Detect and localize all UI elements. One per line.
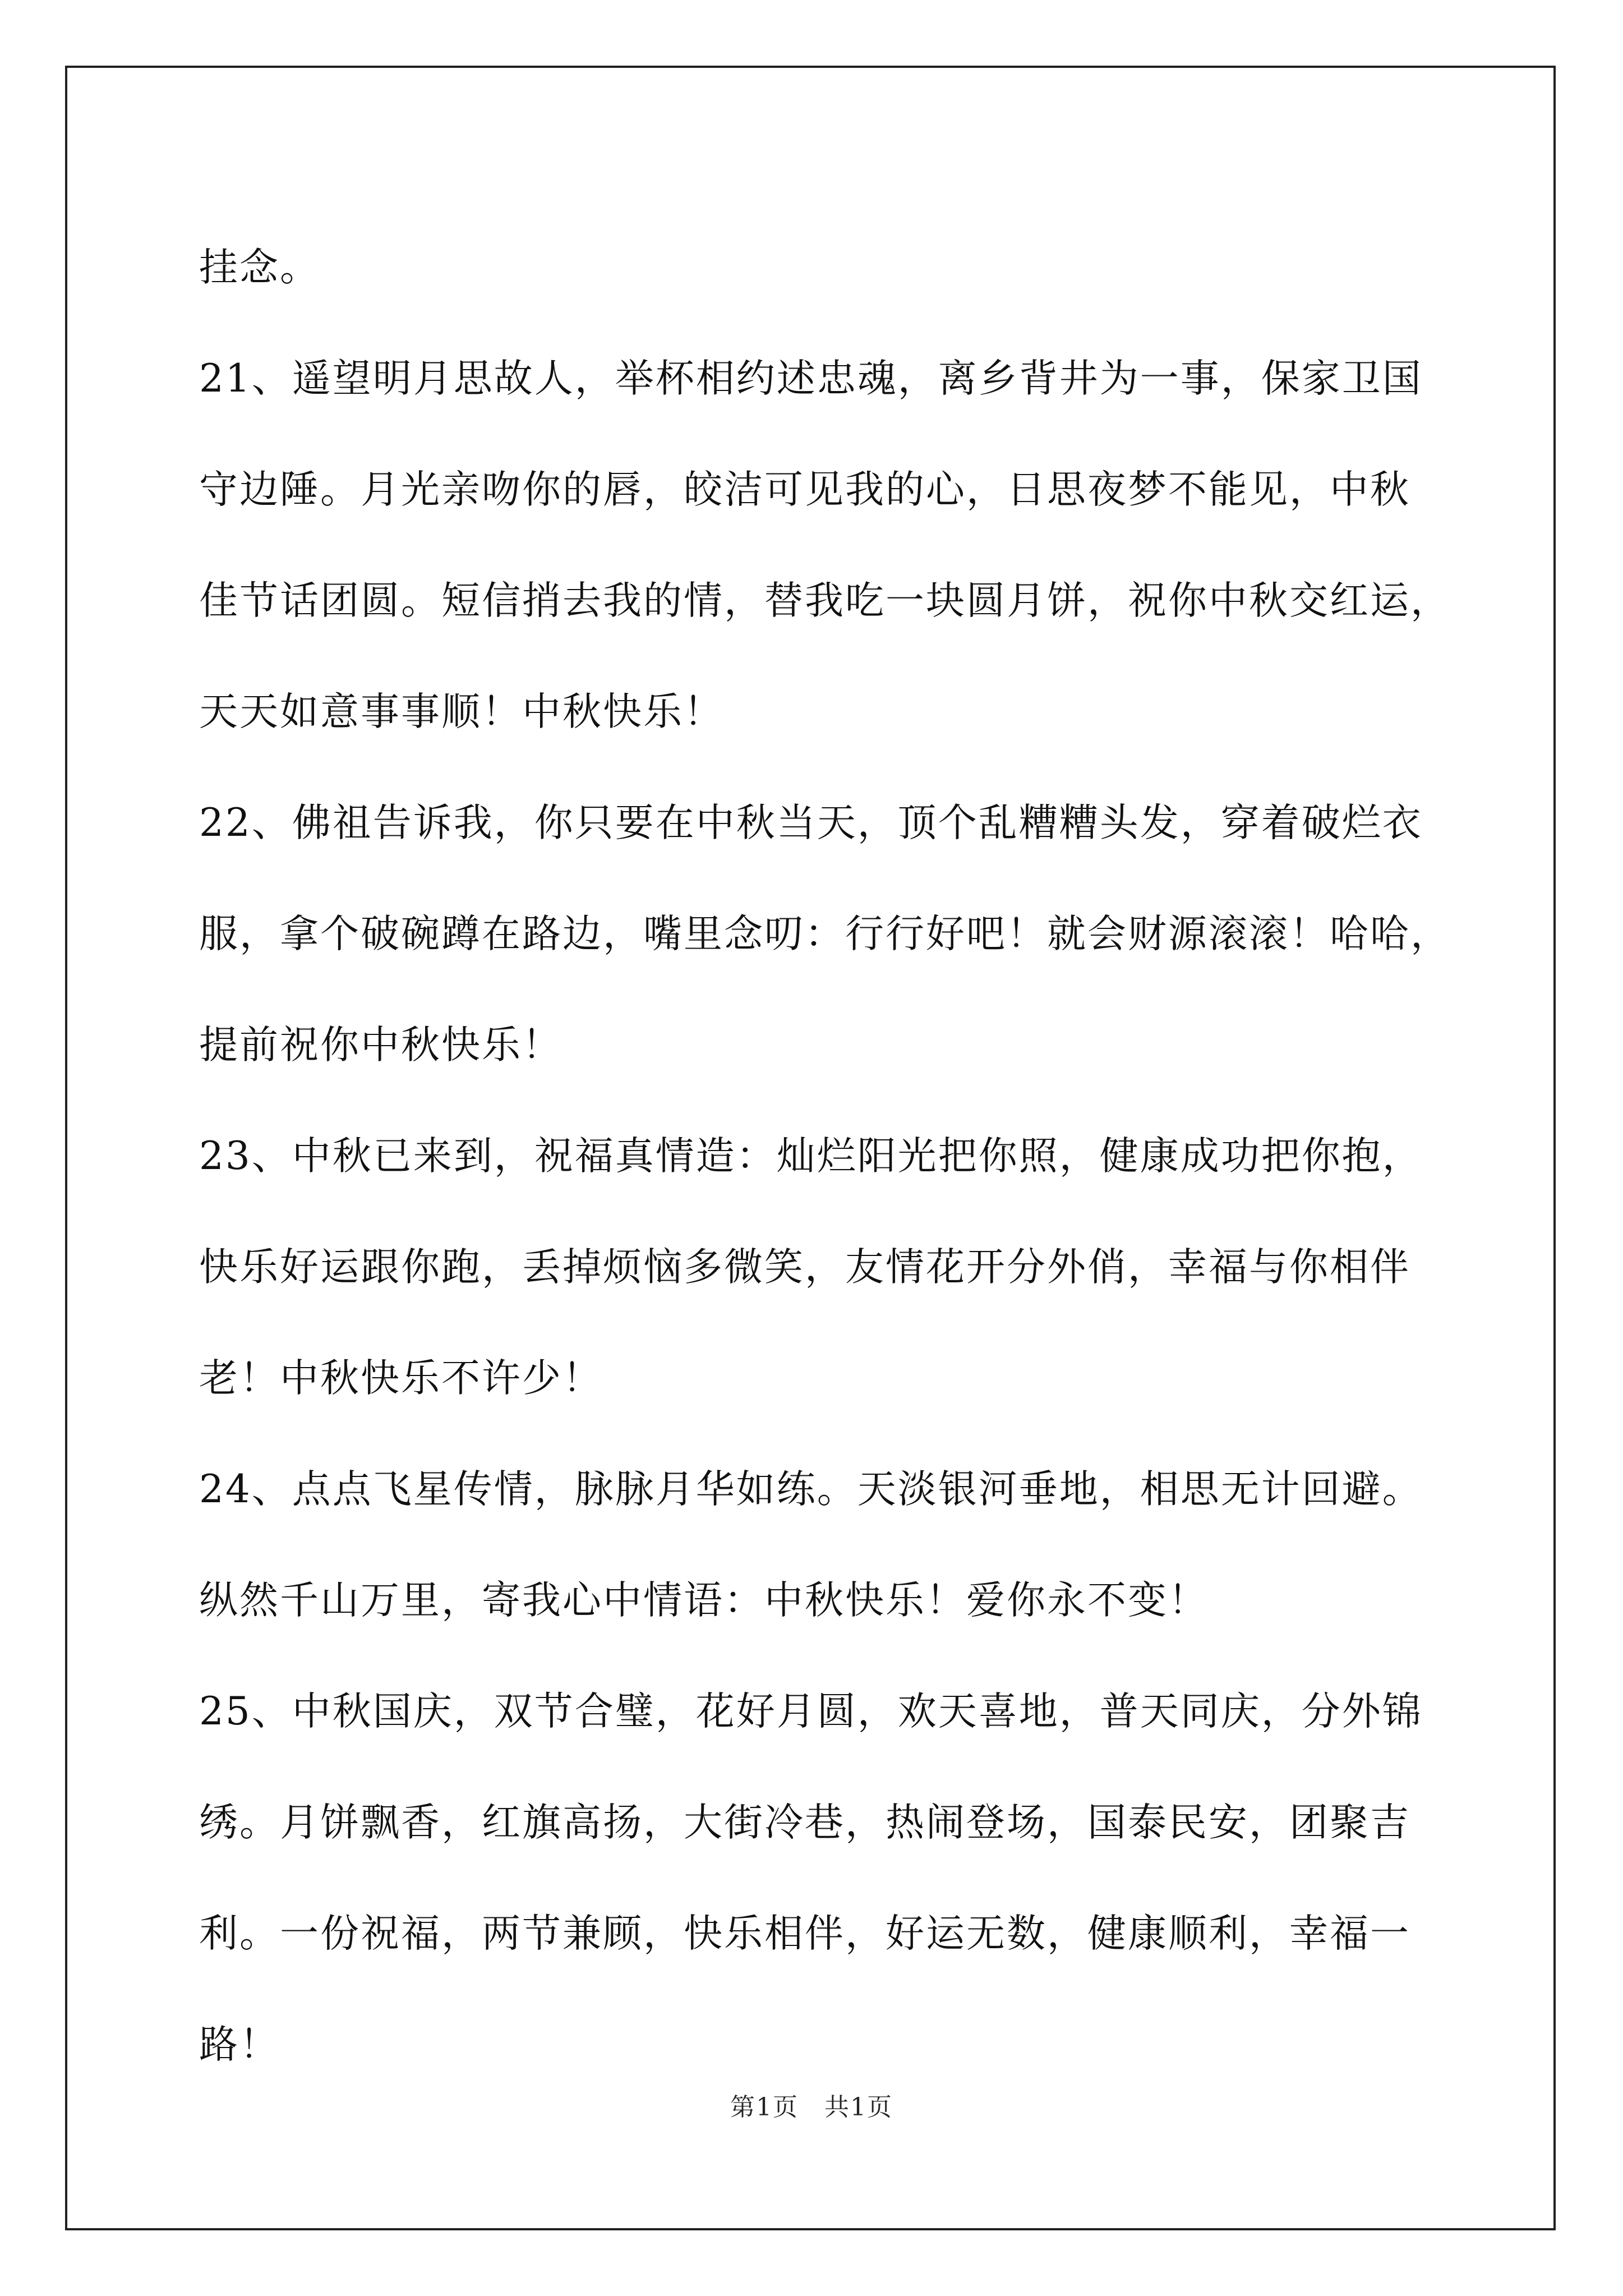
text-line: 老！中秋快乐不许少！ — [199, 1356, 603, 1401]
text-line: 提前祝你中秋快乐！ — [199, 1023, 562, 1068]
text-line: 23、中秋已来到，祝福真情造：灿烂阳光把你照，健康成功把你抱， — [199, 1134, 1423, 1179]
text-line: 服，拿个破碗蹲在路边，嘴里念叨：行行好吧！就会财源滚滚！哈哈， — [199, 912, 1451, 956]
text-line: 22、佛祖告诉我，你只要在中秋当天，顶个乱糟糟头发，穿着破烂衣 — [199, 800, 1423, 845]
text-line: 21、遥望明月思故人，举杯相约述忠魂，离乡背井为一事，保家卫国 — [199, 356, 1423, 401]
page-number-footer: 第1页 共1页 — [730, 2093, 893, 2122]
text-line: 24、点点飞星传情，脉脉月华如练。天淡银河垂地，相思无计回避。 — [199, 1467, 1423, 1512]
text-line: 快乐好运跟你跑，丢掉烦恼多微笑，友情花开分外俏，幸福与你相伴 — [199, 1245, 1410, 1290]
text-line: 绣。月饼飘香，红旗高扬，大街冷巷，热闹登场，国泰民安，团聚吉 — [199, 1800, 1410, 1845]
text-line: 挂念。 — [199, 245, 320, 290]
text-line: 纵然千山万里，寄我心中情语：中秋快乐！爱你永不变！ — [199, 1578, 1209, 1623]
text-line: 路！ — [199, 2022, 280, 2067]
text-line: 守边陲。月光亲吻你的唇，皎洁可见我的心，日思夜梦不能见，中秋 — [199, 467, 1410, 512]
text-line: 天天如意事事顺！中秋快乐！ — [199, 689, 724, 734]
document-body — [199, 212, 1451, 2100]
text-line: 佳节话团圆。短信捎去我的情，替我吃一块圆月饼，祝你中秋交红运， — [199, 578, 1451, 623]
text-line: 25、中秋国庆，双节合璧，花好月圆，欢天喜地，普天同庆，分外锦 — [199, 1689, 1423, 1734]
text-line: 利。一份祝福，两节兼顾，快乐相伴，好运无数，健康顺利，幸福一 — [199, 1911, 1410, 1956]
